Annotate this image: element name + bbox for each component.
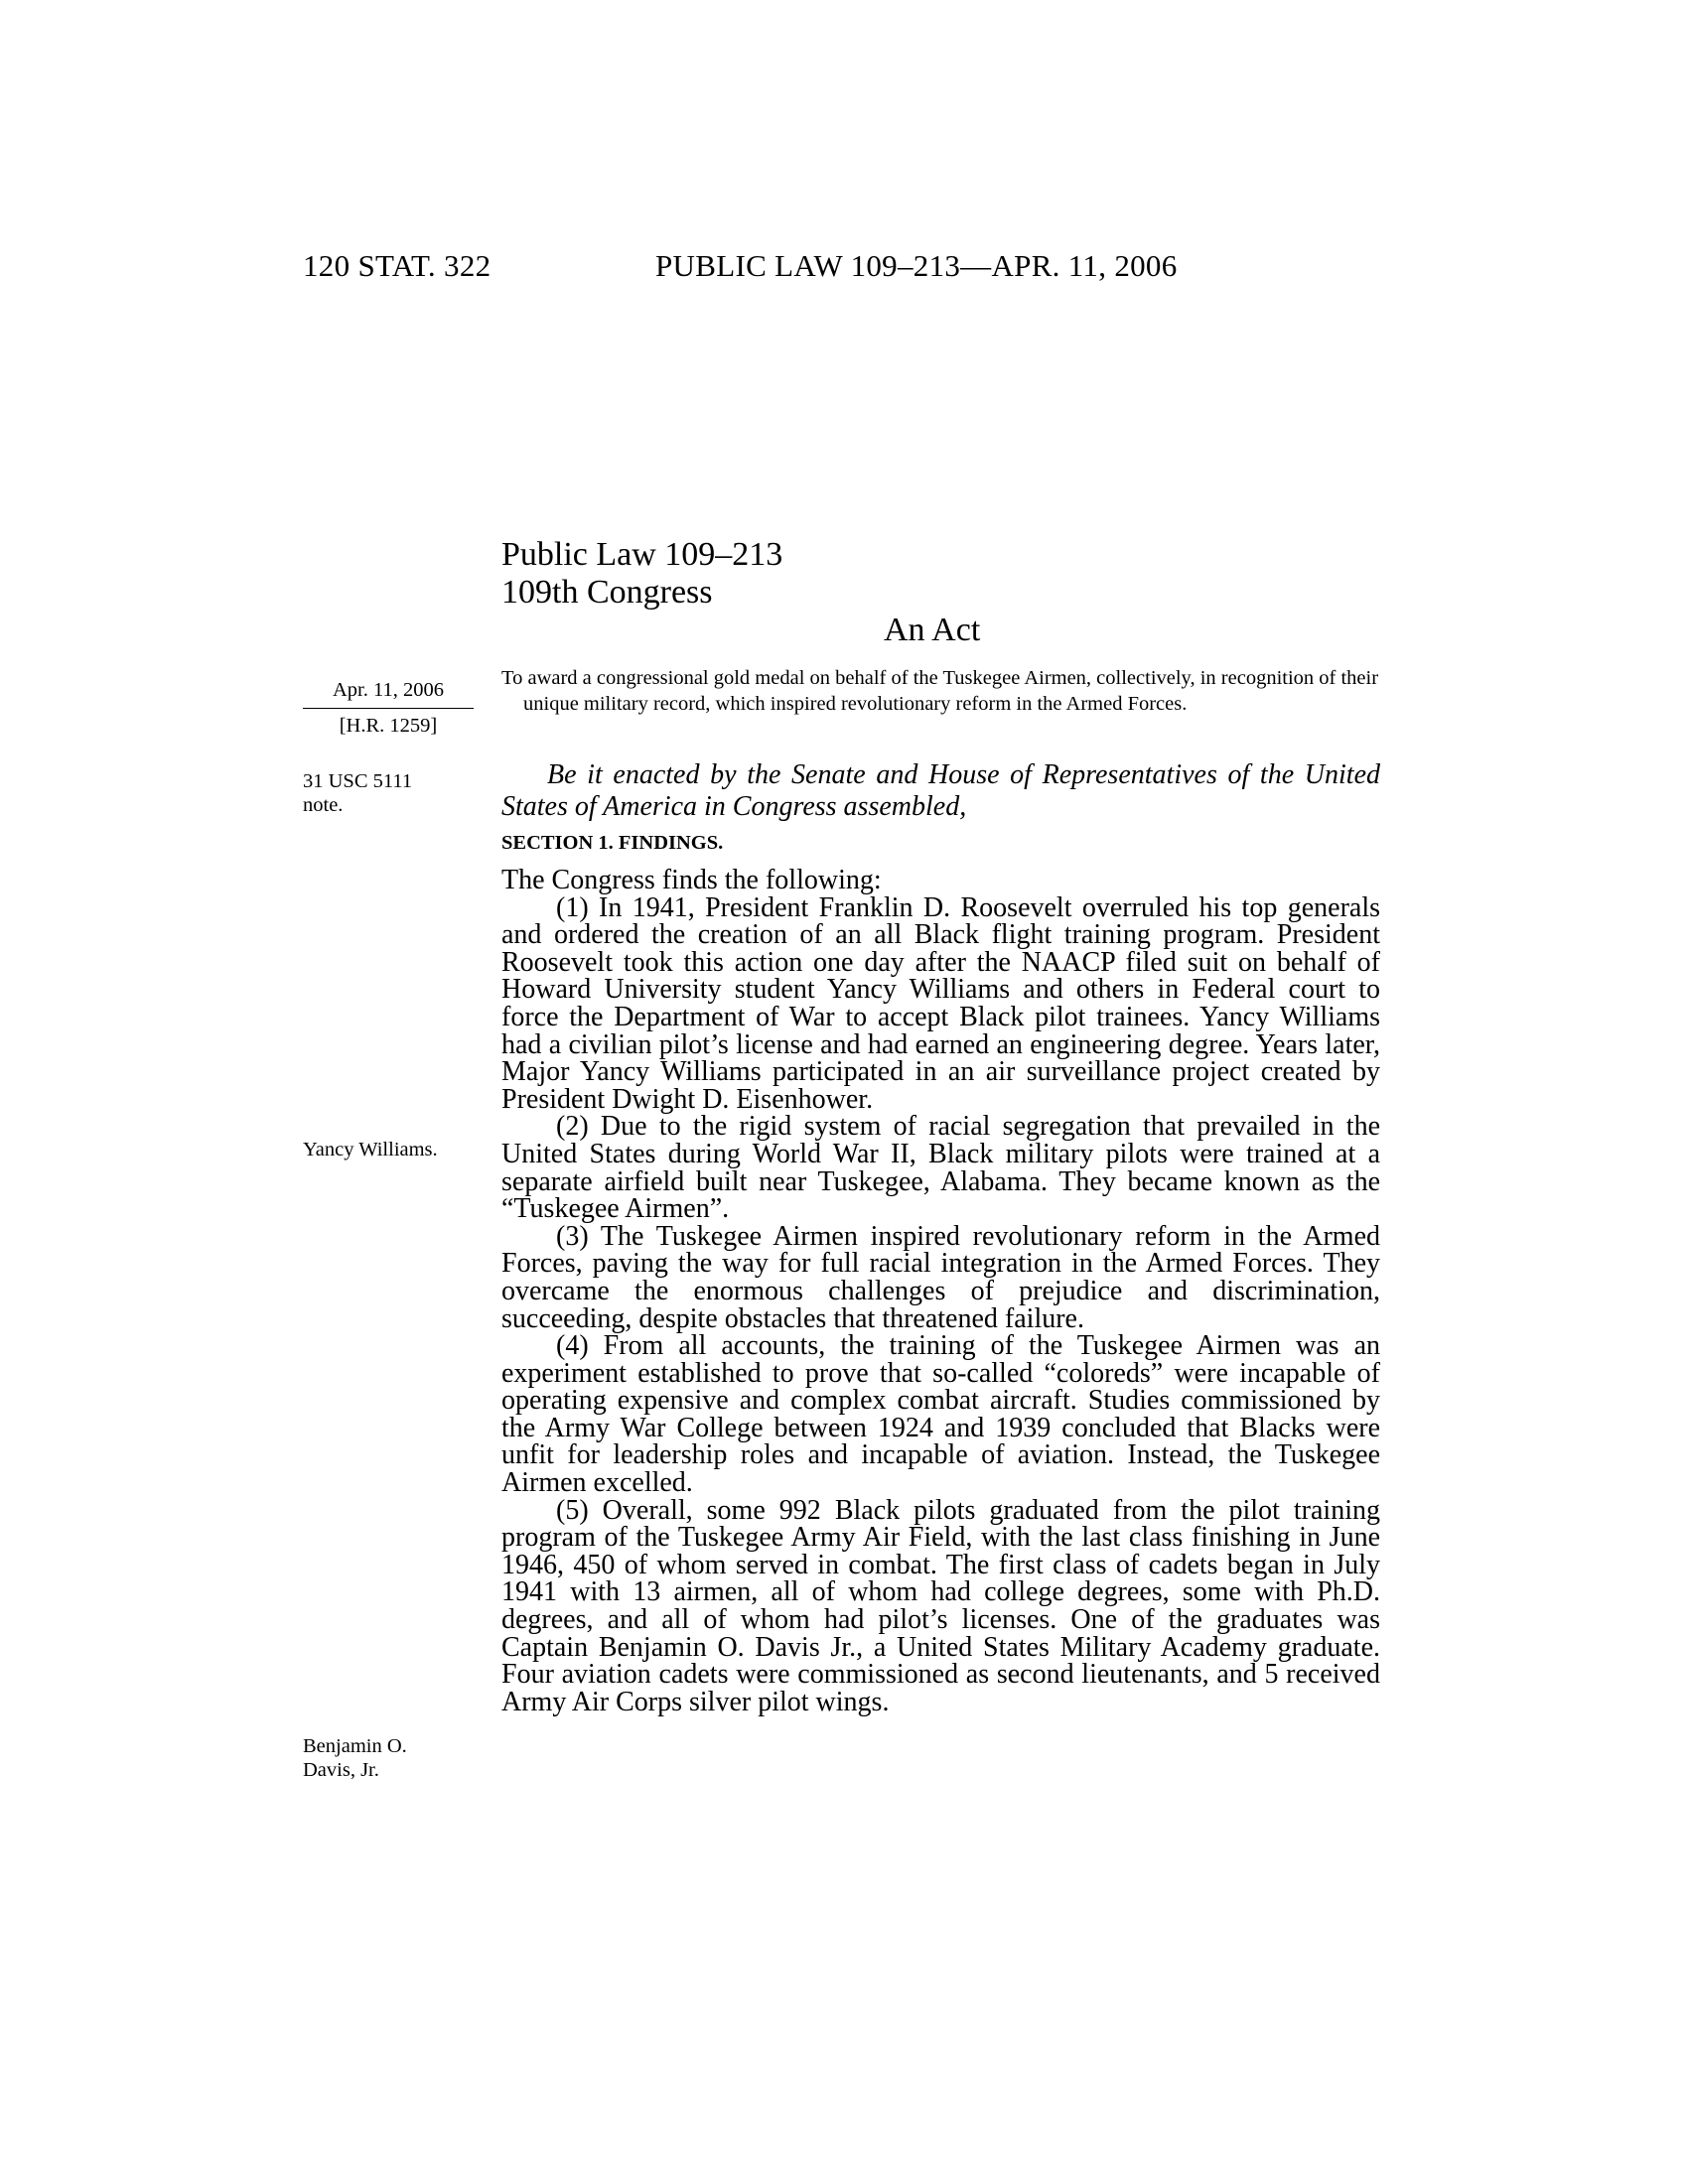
margin-note-usc: 31 USC 5111 note. (303, 770, 413, 816)
margin-date-block (303, 677, 474, 739)
margin-rule (303, 708, 474, 709)
finding-paragraph: (3) The Tuskegee Airmen inspired revolutionary reform in the Armed Forces, paving the way for full racial integration in the Armed Forces. They overcame the enormous challenges of prejudice and discrimination, succeeding, despite obstacles that threatened failure. (501, 1220, 1380, 1334)
finding-paragraph: (5) Overall, some 992 Black pilots graduated from the pilot training program of the Tuskegee Army Air Field, with the last class finishing in June 1946, 450 of whom served in combat. The first class of cadets began in July 1941 with 13 airmen, all of whom had college degrees, some with Ph.D. degrees, and all of whom had pilot’s licenses. One of the graduates was Captain Benjamin O. Davis Jr., a United States Military Academy graduate. Four aviation cadets were commissioned as second lieutenants, and 5 received Army Air Corps silver pilot wings. (501, 1494, 1380, 1717)
margin-note-benjamin-davis: Benjamin O. Davis, Jr. (303, 1735, 407, 1781)
section-heading: SECTION 1. FINDINGS. (501, 832, 724, 854)
public-law-number: Public Law 109–213 (501, 536, 783, 573)
page-stat-citation: 120 STAT. 322 (303, 248, 492, 283)
finding-paragraph: (2) Due to the rigid system of racial segregation that prevailed in the United States during World War II, Black military pilots were trained at a separate airfield built near Tuskegee, Alabama. They became known as the “Tuskegee Airmen”. (501, 1111, 1380, 1225)
margin-note-yancy-williams: Yancy Williams. (303, 1139, 438, 1160)
act-label: An Act (884, 612, 981, 648)
findings-body (501, 865, 1380, 1717)
enactment-date: Apr. 11, 2006 (333, 679, 444, 701)
law-title-block (501, 536, 782, 612)
bill-number: [H.R. 1259] (339, 715, 438, 737)
act-purpose: To award a congressional gold medal on behalf of the Tuskegee Airmen, collectively, in recognition of their unique military record, which inspired revolutionary reform in the Armed Forces. (501, 667, 1379, 715)
running-title: PUBLIC LAW 109–213—APR. 11, 2006 (655, 248, 1178, 283)
findings-intro: The Congress finds the following: (501, 865, 882, 895)
enacting-clause: Be it enacted by the Senate and House of Representatives of the United States of America in Congress assembled, (501, 759, 1380, 822)
congress-number: 109th Congress (501, 574, 713, 611)
finding-paragraph: (4) From all accounts, the training of the Tuskegee Airmen was an experiment established to prove that so-called “coloreds” were incapable of operating expensive and complex combat aircraft. Studies commissioned by the Army War College between 1924 and 1939 concluded that Blacks were unfit for leadership roles and incapable of aviation. Instead, the Tuskegee Airmen excelled. (501, 1330, 1380, 1499)
finding-paragraph: (1) In 1941, President Franklin D. Roosevelt overruled his top generals and ordered the creation of an all Black flight training program. President Roosevelt took this action one day after the NAACP filed suit on behalf of Howard University student Yancy Williams and others in Federal court to force the Department of War to accept Black pilot trainees. Yancy Williams had a civilian pilot’s license and had earned an engineering degree. Years later, Major Yancy Williams participated in an air surveillance project created by President Dwight D. Eisenhower. (501, 891, 1380, 1115)
